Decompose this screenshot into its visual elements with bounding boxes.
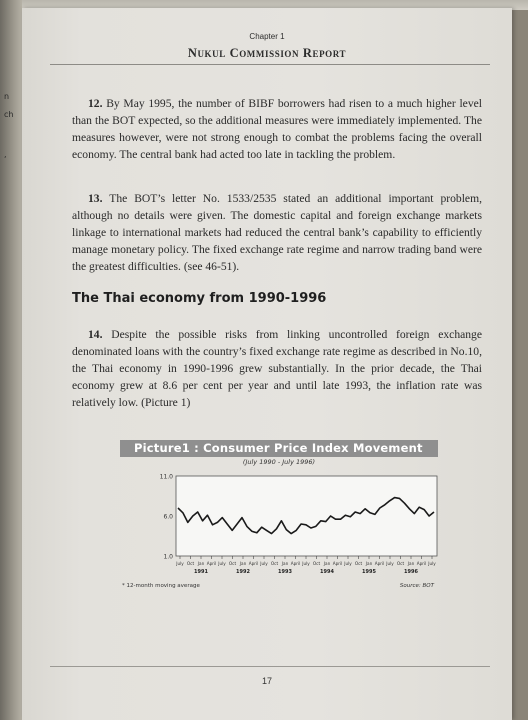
x-tick-label: Jan (239, 561, 247, 566)
year-label: 1996 (404, 569, 418, 575)
chapter-label: Chapter 1 (249, 32, 285, 41)
x-tick-label: April (332, 561, 343, 566)
edge-mark: n (4, 92, 10, 101)
cpi-chart (120, 440, 438, 594)
y-tick-label: 11.0 (159, 473, 173, 481)
chart-note: * 12-month moving average (122, 583, 200, 589)
chart-title: Picture1 : Consumer Price Index Movement (120, 440, 438, 457)
report-title: Nukul Commission Report (187, 46, 347, 60)
x-tick-label: Jan (197, 561, 205, 566)
x-tick-label: Oct (228, 561, 237, 566)
x-tick-label: Oct (312, 561, 321, 566)
paragraph-number: 13. (88, 192, 103, 205)
x-tick-label: July (428, 561, 436, 566)
year-label: 1995 (362, 569, 376, 575)
x-tick-label: April (416, 561, 427, 566)
paragraph-number: 14. (88, 328, 103, 341)
x-tick-label: Oct (270, 561, 279, 566)
year-label: 1992 (236, 569, 250, 575)
x-tick-label: April (206, 561, 217, 566)
x-tick-label: Jan (407, 561, 415, 566)
book-page (22, 8, 512, 720)
section-heading: The Thai economy from 1990-1996 (72, 291, 327, 306)
y-tick-label: 6.0 (163, 513, 173, 521)
x-tick-label: July (302, 561, 310, 566)
paragraph-text: Despite the possible risks from linking uncontrolled foreign exchange denominated loans with the country’s fixed exchange rate regime as described in No.10, the Thai economy in 1990-1996 grew substantially. In the prior decade, the Thai economy grew at 8.6 per cent per year and until late 1993, the inflation rate was relatively low. (Picture 1) (72, 328, 483, 409)
page-number: 17 (261, 676, 272, 686)
x-tick-label: July (176, 561, 184, 566)
footer-rule (50, 666, 490, 667)
x-tick-label: April (248, 561, 259, 566)
paragraph-13 (72, 190, 482, 275)
year-label: 1991 (194, 569, 208, 575)
paragraph-12 (72, 95, 482, 163)
x-tick-label: Oct (354, 561, 363, 566)
x-tick-label: Jan (365, 561, 373, 566)
x-tick-label: Oct (396, 561, 405, 566)
plot-frame (176, 476, 437, 556)
adjacent-page-edge (0, 0, 22, 720)
paragraph-14 (72, 326, 482, 411)
chart-plot (120, 466, 438, 582)
edge-mark: ch (4, 110, 14, 119)
x-tick-label: July (218, 561, 226, 566)
x-tick-label: Jan (281, 561, 289, 566)
chart-subtitle: (July 1990 - July 1996) (242, 458, 316, 466)
paragraph-text: The BOT’s letter No. 1533/2535 stated an additional important problem, although no details were given. The domestic capital and foreign exchange markets linkage to international markets had reduced the central bank’s capability to efficiently manage monetary policy. The fixed exchange rate regime and narrow trading band were the greatest difficulties. (see 46-51). (72, 192, 482, 273)
x-tick-label: July (386, 561, 394, 566)
x-tick-label: April (290, 561, 301, 566)
chart-source: Source: BOT (399, 583, 434, 589)
x-tick-label: April (374, 561, 385, 566)
y-tick-label: 1.0 (163, 553, 173, 561)
x-tick-label: Oct (186, 561, 195, 566)
x-tick-label: July (344, 561, 352, 566)
paragraph-text: By May 1995, the number of BIBF borrowers had risen to a much higher level than the BOT expected, so the additional measures were immediately implemented. The measures however, were not strong enough to combat the problems facing the overall economy. The central bank had acted too late in tackling the problem. (72, 97, 482, 161)
x-tick-label: July (260, 561, 268, 566)
year-label: 1994 (320, 569, 334, 575)
year-label: 1993 (278, 569, 292, 575)
x-tick-label: Jan (323, 561, 331, 566)
edge-mark: , (4, 150, 7, 159)
paragraph-number: 12. (88, 97, 103, 110)
header-rule (50, 64, 490, 65)
